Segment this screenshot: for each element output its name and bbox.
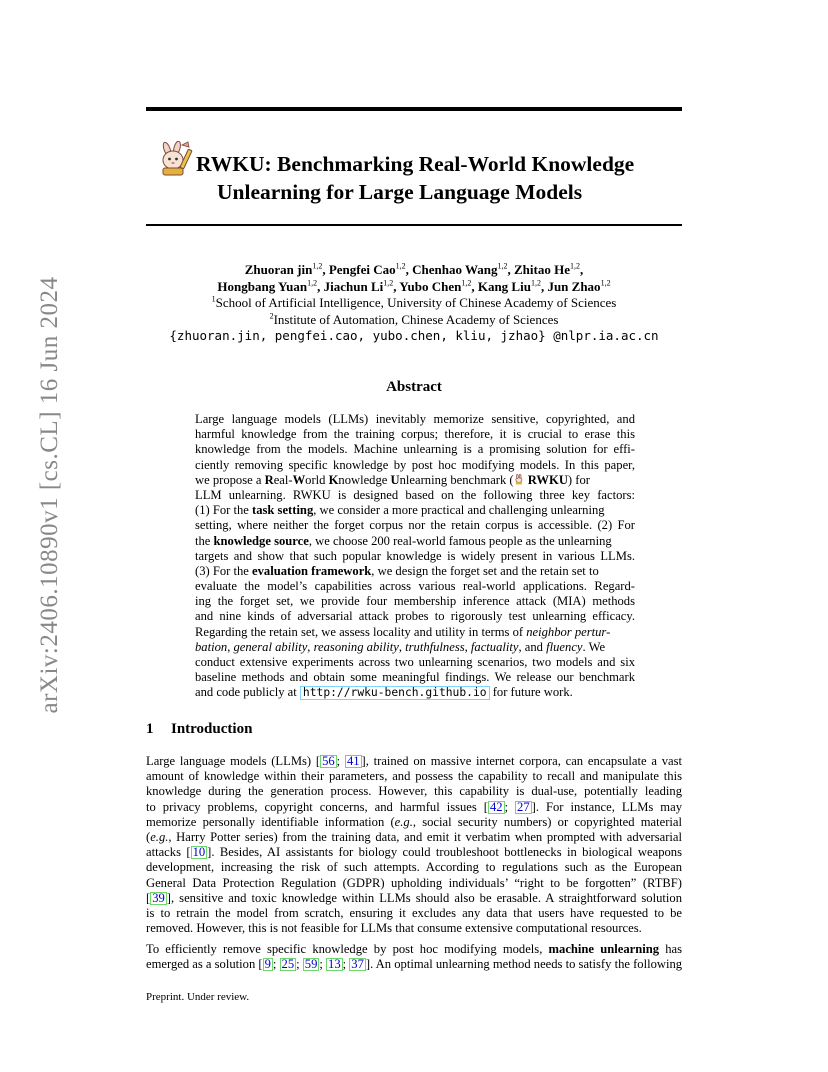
intro-line: development, increasing the risk of such attempts. According to regulations such as the European — [146, 860, 682, 875]
intro-line: (e.g., Harry Potter series) from the training data, and emit it verbatim when prompted with adversarial — [146, 829, 682, 844]
author-aff: 1,2 — [307, 278, 318, 288]
abstract-heading: Abstract — [386, 379, 442, 395]
intro-line: amount of knowledge within their parameters, and possess the capability to recall and manipulate this — [146, 769, 682, 784]
abstract-line: Regarding the retain set, we assess locality and utility in terms of neighbor pertur- — [195, 624, 611, 639]
abstract-line: LLM unlearning. RWKU is designed based on the following three key factors: — [195, 487, 635, 502]
abstract-line: targets and show that such popular knowledge is widely present in various LLMs. — [195, 548, 635, 563]
author-name: Kang Liu — [477, 278, 531, 294]
citation-link[interactable]: 59 — [304, 957, 318, 972]
author-aff: 1,2 — [600, 278, 611, 288]
intro-line: attacks [ 10 ]. Besides, AI assistants for biology could troubleshoot bottlenecks in biological weapons — [146, 845, 682, 860]
author-aff: 1,2 — [497, 261, 508, 271]
author-name: Chenhao Wang — [412, 262, 498, 277]
intro-line: [ 39 ], sensitive and toxic knowledge within LLMs should also be erasable. A straightforward solution — [146, 890, 682, 905]
author-aff: 1,2 — [569, 261, 580, 271]
project-link[interactable]: http://rwku-bench.github.io — [300, 686, 490, 700]
intro-line: Large language models (LLMs) [ 56 ; 41 ], trained on massive internet corpora, can encapsulate a vast — [146, 754, 682, 768]
abstract-line: conduct extensive experiments across two unlearning scenarios, two models and six — [195, 655, 635, 669]
section-title: Introduction — [171, 721, 253, 737]
page-footer: Preprint. Under review. — [146, 991, 250, 1003]
abstract-line: (1) For the task setting, we consider a more practical and challenging unlearning — [195, 503, 605, 518]
abstract-line: evaluate the model’s capabilities across various real-world applications. Regard- — [195, 579, 635, 594]
citation-link[interactable]: 41 — [346, 754, 360, 768]
abstract-line: ciently removing specific knowledge by post hoc modifying models. In this paper, — [195, 457, 635, 472]
citation-link[interactable]: 13 — [328, 957, 341, 972]
author-aff: 1,2 — [312, 261, 323, 271]
author-name: Hongbang Yuan — [217, 278, 308, 294]
intro-line: knowledge during the generation process. However, this capability is dual-use, potentially leading — [146, 784, 682, 799]
intro-body — [146, 754, 682, 973]
section-number: 1 — [146, 721, 154, 737]
paper-title — [196, 150, 696, 206]
author-name: Pengfei Cao — [328, 262, 396, 277]
author-line-1: Zhuoran jin$^{1,2}$, Pengfei Cao$^{1,2}$, Chenhao Wang$^{1,2}$, Zhitao He$^{1,2}$, — [244, 261, 584, 277]
citation-link[interactable]: 27 — [517, 799, 530, 814]
abstract-line: we propose a Real-World Knowledge Unlearning benchmark ( RWKU) for — [195, 472, 590, 487]
abstract-line: knowledge from the models. Machine unlearning is a promising solution for effi- — [195, 442, 635, 457]
intro-line: memorize personally identifiable information (e.g., social security numbers) or copyrighted material — [146, 814, 682, 829]
citation-link[interactable]: 10 — [192, 845, 206, 860]
abstract-line: (3) For the evaluation framework, we design the forget set and the retain set to — [195, 563, 599, 578]
author-block — [0, 262, 828, 345]
author-aff: 1,2 — [530, 278, 541, 288]
abstract-line: bation, general ability, reasoning ability, truthfulness, factuality, and fluency. We — [195, 639, 606, 654]
citation-link[interactable]: 9 — [264, 957, 271, 972]
abstract-body — [195, 412, 635, 701]
citation-link[interactable]: 37 — [351, 957, 364, 972]
title-line-2: Unlearning for Large Language Models — [217, 180, 583, 204]
abstract-line: harmful knowledge from the training corpus; therefore, it is crucial to erase this — [195, 427, 635, 442]
abstract-line: baseline methods and obtain some meaningful findings. We release our benchmark — [195, 670, 635, 685]
abstract-line: Large language models (LLMs) inevitably memorize sensitive, copyrighted, and — [195, 412, 635, 426]
author-line-2: Hongbang Yuan$^{1,2}$, Jiachun Li$^{1,2}$, Yubo Chen$^{1,2}$, Kang Liu$^{1,2}$, Jun Zhao$^{1,2}$ — [217, 278, 611, 294]
rabbit-mascot-icon — [514, 474, 525, 485]
intro-line: General Data Protection Regulation (GDPR) upholding individuals’ “right to be forgotten” (RTBF) — [146, 875, 682, 890]
arxiv-stamp: arXiv:2406.10890v1 [cs.CL] 16 Jun 2024 — [36, 276, 63, 714]
citation-link[interactable]: 42 — [489, 799, 503, 814]
author-name: Yubo Chen — [399, 278, 462, 294]
intro-line: to privacy problems, copyright concerns, and harmful issues [ 42 ; 27 ]. For instance, LLMs may — [146, 799, 682, 814]
title-top-rule — [146, 107, 682, 111]
title-bottom-rule — [146, 224, 682, 226]
abstract-line: the knowledge source, we choose 200 real-world famous people as the unlearning — [195, 533, 612, 548]
author-aff: 1,2 — [395, 261, 406, 271]
abstract-line: and code publicly at http://rwku-bench.github.io for future work. — [195, 685, 573, 700]
rabbit-mascot-icon — [157, 141, 193, 177]
intro-line: To efficiently remove specific knowledge by post hoc modifying models, machine unlearning has — [146, 942, 682, 957]
author-name: Zhitao He — [514, 262, 570, 277]
author-name: Jiachun Li — [323, 278, 384, 294]
author-aff: 1,2 — [461, 278, 472, 288]
abstract-line: setting, where neither the forget corpus nor the retain corpus is accessible. (2) For — [195, 518, 635, 533]
author-name: Jun Zhao — [547, 278, 601, 294]
intro-line: is to retrain the model from scratch, ensuring it excludes any data that users have requested to be — [146, 905, 682, 920]
abstract-line: ing the forget set, we provide four membership inference attack (MIA) methods — [195, 594, 635, 609]
affiliation-1: $^1$School of Artificial Intelligence, University of Chinese Academy of Sciences — [211, 294, 617, 310]
affiliation-2: $^2$Institute of Automation, Chinese Academy of Sciences — [269, 311, 559, 327]
citation-link[interactable]: 56 — [322, 754, 335, 768]
citation-link[interactable]: 25 — [281, 957, 295, 972]
title-line-1: RWKU: Benchmarking Real-World Knowledge — [196, 152, 635, 176]
section-heading — [146, 721, 252, 738]
intro-line: emerged as a solution [ 9 ; 25 ; 59 ; 13 ; 37 ]. An optimal unlearning method needs to satisfy the following — [146, 957, 683, 972]
author-name: Zhuoran jin — [244, 262, 313, 277]
intro-line: removed. However, this is not feasible for LLMs that consume extensive computational resources. — [146, 921, 642, 936]
abstract-line: and nine kinds of adversarial attack probes to rigorously test unlearning efficacy. — [195, 609, 635, 624]
citation-link[interactable]: 39 — [152, 890, 165, 905]
author-aff: 1,2 — [383, 278, 394, 288]
author-emails: {zhuoran.jin, pengfei.cao, yubo.chen, kliu, jzhao} @nlpr.ia.ac.cn — [169, 328, 659, 343]
